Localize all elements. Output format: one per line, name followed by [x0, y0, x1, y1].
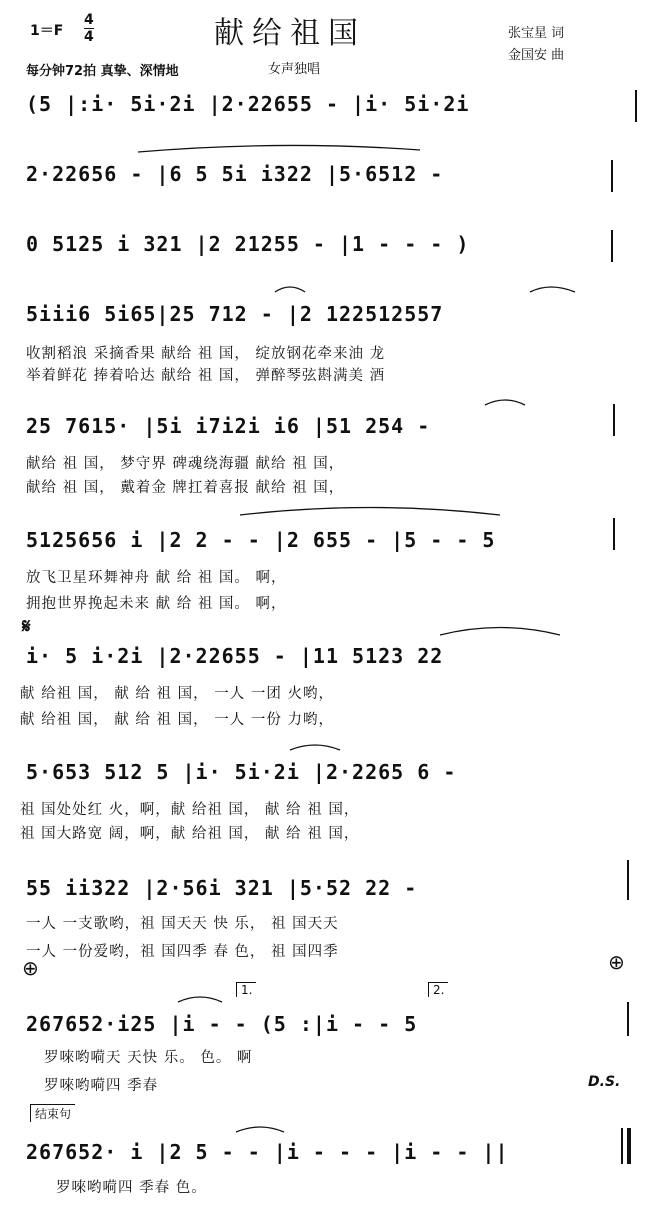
slur-line-10	[178, 997, 222, 1002]
lyric-line-6a: 放飞卫星环舞神舟 献 给 祖 国。 啊，	[26, 570, 287, 586]
key-signature: 1＝F	[30, 23, 64, 39]
composer-credit: 金国安 曲	[508, 48, 565, 63]
notation-line-4: 5iii6 5i65|25 712 - |2 122512557	[26, 302, 444, 326]
lyric-line-6b: 拥抱世界挽起未来 献 给 祖 国。 啊，	[26, 596, 287, 612]
slur-line-11	[236, 1127, 284, 1132]
tempo-marking: 每分钟72拍 真挚、深情地	[26, 64, 179, 79]
lyric-line-8a: 祖 国处处红 火，啊，献 给祖 国， 献 给 祖 国，	[20, 802, 360, 818]
lyric-line-10b: 罗唻哟嗬四 季春	[44, 1078, 159, 1094]
slur-line-8	[290, 745, 340, 750]
lyric-line-4b: 举着鲜花 捧着哈达 献给 祖 国， 弹醉琴弦斟满美 酒	[26, 368, 386, 384]
lyric-line-9b: 一人 一份爱哟，祖 国四季 春 色， 祖 国四季	[26, 944, 339, 960]
lyric-line-9a: 一人 一支歌哟，祖 国天天 快 乐， 祖 国天天	[26, 916, 339, 932]
lyric-line-7a: 献 给祖 国， 献 给 祖 国， 一人 一团 火哟，	[20, 686, 334, 702]
slur-line-5	[485, 400, 525, 405]
notation-line-9: 55 ii322 |2·56i 321 |5·52 22 -	[26, 876, 418, 900]
lyricist-credit: 张宝星 词	[508, 26, 565, 41]
lyric-line-4a: 收割稻浪 采摘香果 献给 祖 国， 绽放钢花牵来油 龙	[26, 346, 386, 362]
song-title: 献给祖国	[214, 16, 366, 51]
notation-line-7: i· 5 i·2i |2·22655 - |11 5123 22	[26, 644, 444, 668]
notation-line-2: 2·22656 - |6 5 5i i322 |5·6512 -	[26, 162, 444, 186]
volta-2: 2.	[428, 982, 448, 997]
lyric-line-10a: 罗唻哟嗬天 天快 乐。 色。 啊	[44, 1050, 253, 1066]
lyric-line-5b: 献给 祖 国， 戴着金 牌扛着喜报 献给 祖 国，	[26, 480, 345, 496]
ending-label: 结束句	[30, 1104, 75, 1122]
lyric-line-11: 罗唻哟嗬四 季春 色。	[56, 1180, 207, 1196]
notation-line-3: 0 5125 i 321 |2 21255 - |1 - - - )	[26, 232, 470, 256]
time-signature: 4 4	[84, 12, 94, 45]
notation-line-5: 25 7615· |5i i7i2i i6 |51 254 -	[26, 414, 431, 438]
slur-line-4a	[275, 287, 305, 292]
lyric-line-5a: 献给 祖 国， 梦守界 碑魂绕海疆 献给 祖 国，	[26, 456, 345, 472]
slur-line-7	[440, 628, 560, 636]
tie-line-2	[138, 145, 420, 152]
notation-line-10: 267652·i25 |i - - (5 :|i - - 5	[26, 1012, 418, 1036]
lyric-line-8b: 祖 国大路宽 阔，啊，献 给祖 国， 献 给 祖 国，	[20, 826, 360, 842]
notation-line-8: 5·653 512 5 |i· 5i·2i |2·2265 6 -	[26, 760, 457, 784]
coda-sign-left: ⊕	[22, 956, 39, 980]
tie-line-6	[240, 508, 500, 516]
volta-1: 1.	[236, 982, 256, 997]
coda-sign-right: ⊕	[608, 950, 625, 974]
notation-line-11: 267652· i |2 5 - - |i - - - |i - - ||	[26, 1140, 509, 1164]
notation-line-6: 5125656 i |2 2 - - |2 655 - |5 - - 5	[26, 528, 496, 552]
segno-sign: 𝄋	[22, 614, 31, 638]
slur-line-4b	[530, 287, 575, 292]
notation-line-1: (5 |:i· 5i·2i |2·22655 - |i· 5i·2i	[26, 92, 470, 116]
voice-marking: 女声独唱	[268, 62, 321, 77]
lyric-line-7b: 献 给祖 国， 献 给 祖 国， 一人 一份 力哟，	[20, 712, 334, 728]
dal-segno-marking: D.S.	[588, 1074, 621, 1090]
